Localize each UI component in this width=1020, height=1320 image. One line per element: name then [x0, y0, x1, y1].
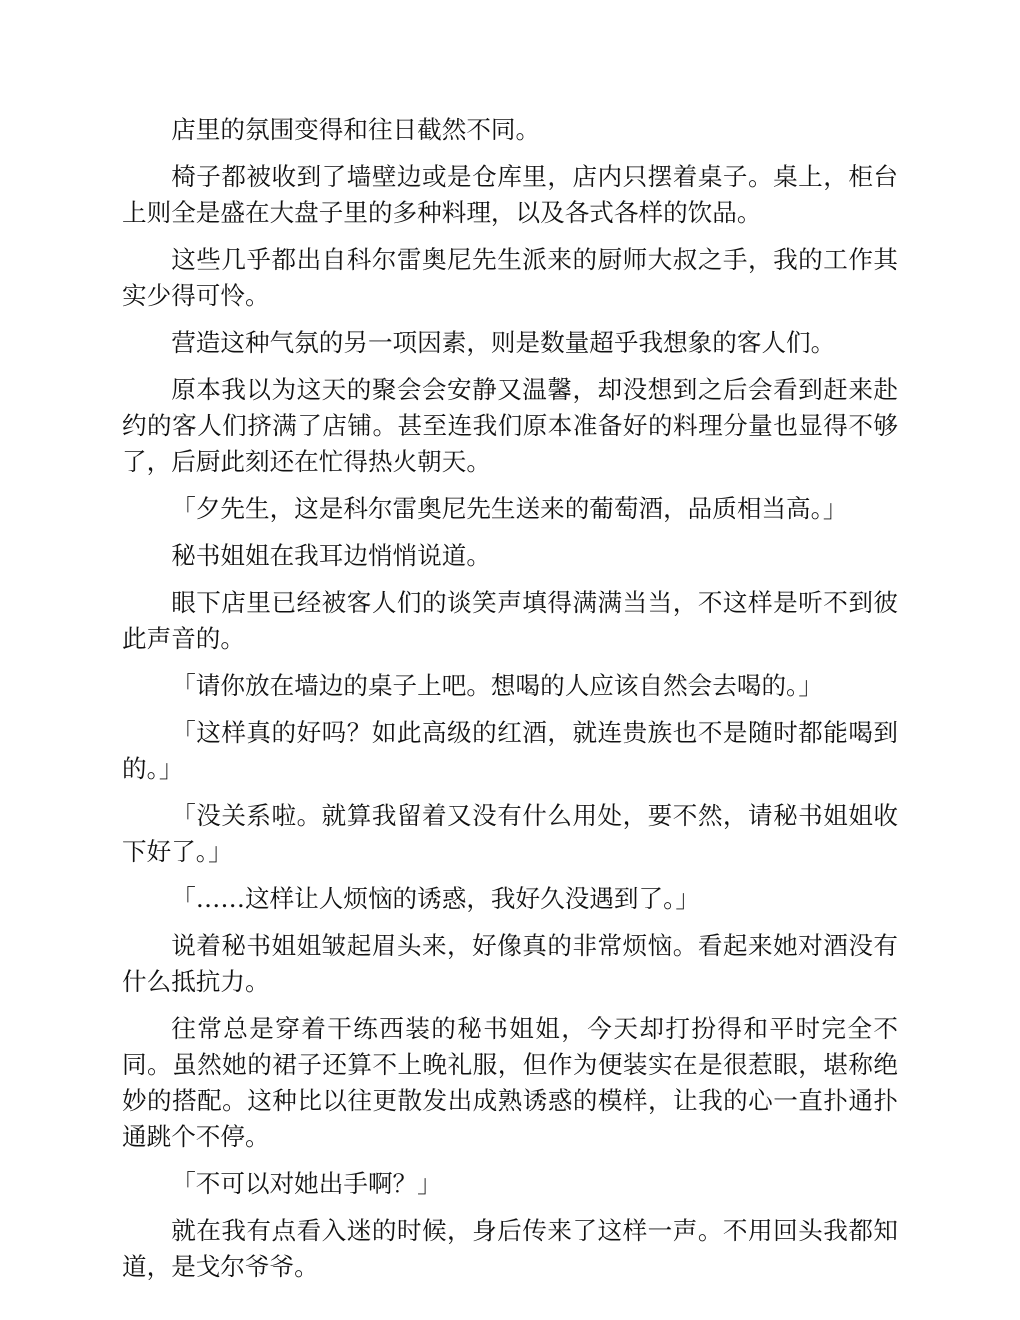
paragraph: 椅子都被收到了墙壁边或是仓库里，店内只摆着桌子。桌上，柜台上则全是盛在大盘子里的多种料理，以及各式各样的饮品。: [122, 162, 898, 227]
paragraph: 「不可以对她出手啊？」: [171, 1169, 442, 1198]
paragraph: 往常总是穿着干练西装的秘书姐姐，今天却打扮得和平时完全不同。虽然她的裙子还算不上晚礼服，但作为便装实在是很惹眼，堪称绝妙的搭配。这种比以往更散发出成熟诱惑的模样，让我的心一直扑通扑通跳个不停。: [122, 1014, 898, 1151]
paragraph: 秘书姐姐在我耳边悄悄说道。: [171, 541, 491, 570]
paragraph: 这些几乎都出自科尔雷奥尼先生派来的厨师大叔之手，我的工作其实少得可怜。: [122, 245, 898, 310]
paragraph: 「请你放在墙边的桌子上吧。想喝的人应该自然会去喝的。」: [171, 671, 823, 700]
paragraph: 营造这种气氛的另一项因素，则是数量超乎我想象的客人们。: [171, 328, 836, 357]
paragraph: 「没关系啦。就算我留着又没有什么用处，要不然，请秘书姐姐收下好了。」: [122, 801, 898, 866]
paragraph: 「夕先生，这是科尔雷奥尼先生送来的葡萄酒，品质相当高。」: [171, 494, 848, 523]
paragraph: 「这样真的好吗？如此高级的红酒，就连贵族也不是随时都能喝到的。」: [122, 718, 898, 783]
paragraph: 眼下店里已经被客人们的谈笑声填得满满当当，不这样是听不到彼此声音的。: [122, 588, 898, 653]
paragraph: 说着秘书姐姐皱起眉头来，好像真的非常烦恼。看起来她对酒没有什么抵抗力。: [122, 931, 898, 996]
paragraph: 原本我以为这天的聚会会安静又温馨，却没想到之后会看到赶来赴约的客人们挤满了店铺。甚至连我们原本准备好的料理分量也显得不够了，后厨此刻还在忙得热火朝天。: [122, 375, 898, 476]
paragraph: 就在我有点看入迷的时候，身后传来了这样一声。不用回头我都知道，是戈尔爷爷。: [122, 1216, 898, 1281]
document-page: [122, 112, 898, 1281]
paragraph: 「……这样让人烦恼的诱惑，我好久没遇到了。」: [171, 884, 700, 913]
paragraph: 店里的氛围变得和往日截然不同。: [171, 115, 541, 144]
